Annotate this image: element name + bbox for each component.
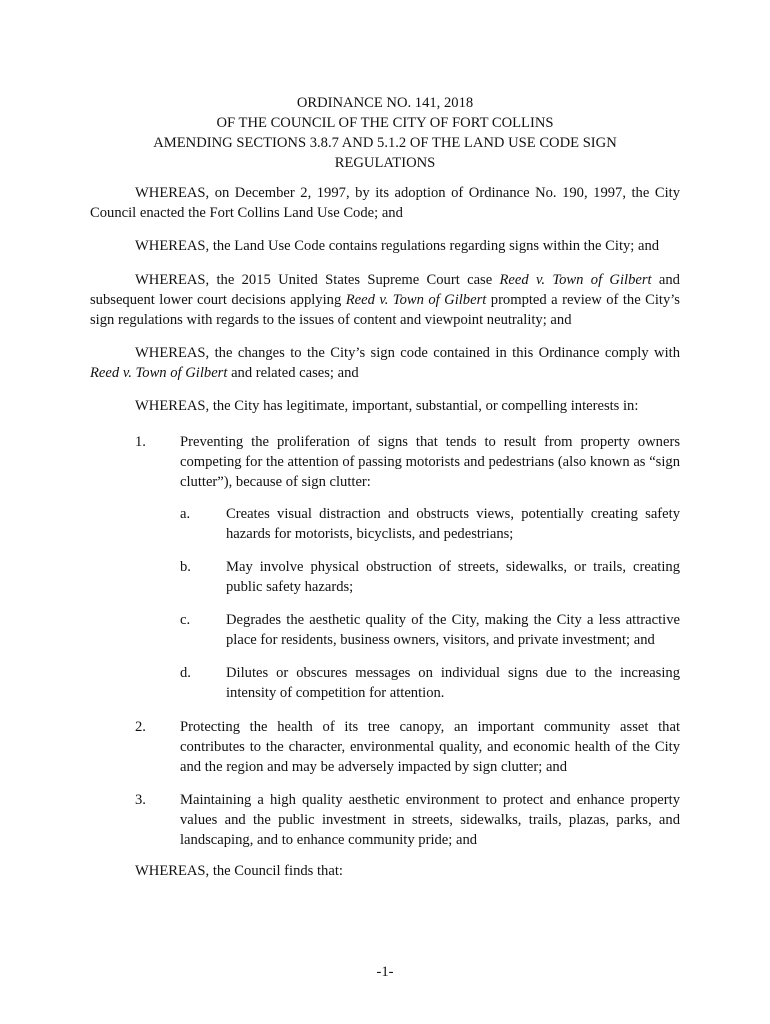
item-text: Protecting the health of its tree canopy, an important community asset that contributes to the character, environmental quality, and economic health of the City and the region and may be adversely impacted by sign clutter; and xyxy=(180,719,680,775)
sub-item-text: May involve physical obstruction of streets, sidewalks, or trails, creating public safety hazards; xyxy=(226,559,680,595)
title-line-3: AMENDING SECTIONS 3.8.7 AND 5.1.2 OF THE LAND USE CODE SIGN xyxy=(153,135,617,151)
whereas-paragraph-1: WHEREAS, on December 2, 1997, by its adoption of Ordinance No. 190, 1997, the City Council enacted the Fort Collins Land Use Code; and xyxy=(90,185,680,221)
sub-item-text: Creates visual distraction and obstructs views, potentially creating safety hazards for motorists, bicyclists, and pedestrians; xyxy=(226,506,680,542)
sub-item-c xyxy=(180,610,680,650)
interest-item-2 xyxy=(135,717,680,777)
item-text: Preventing the proliferation of signs that tends to result from property owners competing for the attention of passing motorists and pedestrians (also known as “sign clutter”), because of sign clutter: xyxy=(180,434,680,490)
whereas-paragraph-4 xyxy=(90,343,680,383)
sub-item-letter: c. xyxy=(180,612,191,628)
whereas-paragraph-2: WHEREAS, the Land Use Code contains regulations regarding signs within the City; and xyxy=(135,238,660,254)
paragraph-4-text-1: WHEREAS, the changes to the City’s sign code contained in this Ordinance comply with xyxy=(135,345,680,361)
sub-item-letter: b. xyxy=(180,559,191,575)
whereas-paragraph-5: WHEREAS, the City has legitimate, important, substantial, or compelling interests in: xyxy=(135,398,639,414)
interest-item-3 xyxy=(135,790,680,850)
sub-item-a xyxy=(180,504,680,544)
page-number: -1- xyxy=(376,964,394,980)
paragraph-3-text-2: and subsequent lower court decisions applying xyxy=(90,272,680,308)
sub-item-text: Dilutes or obscures messages on individual signs due to the increasing intensity of competition for attention. xyxy=(226,665,680,701)
item-number: 1. xyxy=(135,434,146,450)
whereas-paragraph-6: WHEREAS, the Council finds that: xyxy=(135,863,343,879)
case-citation: Reed v. Town of Gilbert xyxy=(499,272,652,288)
paragraph-4-text-2: and related cases; and xyxy=(227,365,359,381)
whereas-paragraph-3 xyxy=(90,270,680,330)
sub-item-d xyxy=(180,663,680,703)
interest-item-1 xyxy=(135,432,680,492)
title-line-2: OF THE COUNCIL OF THE CITY OF FORT COLLINS xyxy=(216,115,554,131)
sub-item-letter: a. xyxy=(180,506,191,522)
item-text: Maintaining a high quality aesthetic environment to protect and enhance property values and the public investment in streets, sidewalks, trails, plazas, parks, and landscaping, and to enhance community pride; and xyxy=(180,792,680,848)
case-citation: Reed v. Town of Gilbert xyxy=(345,292,487,308)
sub-item-b xyxy=(180,557,680,597)
title-line-1: ORDINANCE NO. 141, 2018 xyxy=(296,95,474,111)
item-number: 3. xyxy=(135,792,146,808)
item-number: 2. xyxy=(135,719,146,735)
paragraph-3-text-3: prompted a review of the City’s sign regulations with regards to the issues of content and viewpoint neutrality; and xyxy=(90,292,680,328)
sub-item-letter: d. xyxy=(180,665,191,681)
title-line-4: REGULATIONS xyxy=(334,155,436,171)
paragraph-3-text-1: WHEREAS, the 2015 United States Supreme Court case xyxy=(135,272,500,288)
case-citation: Reed v. Town of Gilbert xyxy=(90,365,228,381)
ordinance-title xyxy=(90,93,680,173)
sub-item-text: Degrades the aesthetic quality of the City, making the City a less attractive place for residents, business owners, visitors, and private investment; and xyxy=(226,612,680,648)
